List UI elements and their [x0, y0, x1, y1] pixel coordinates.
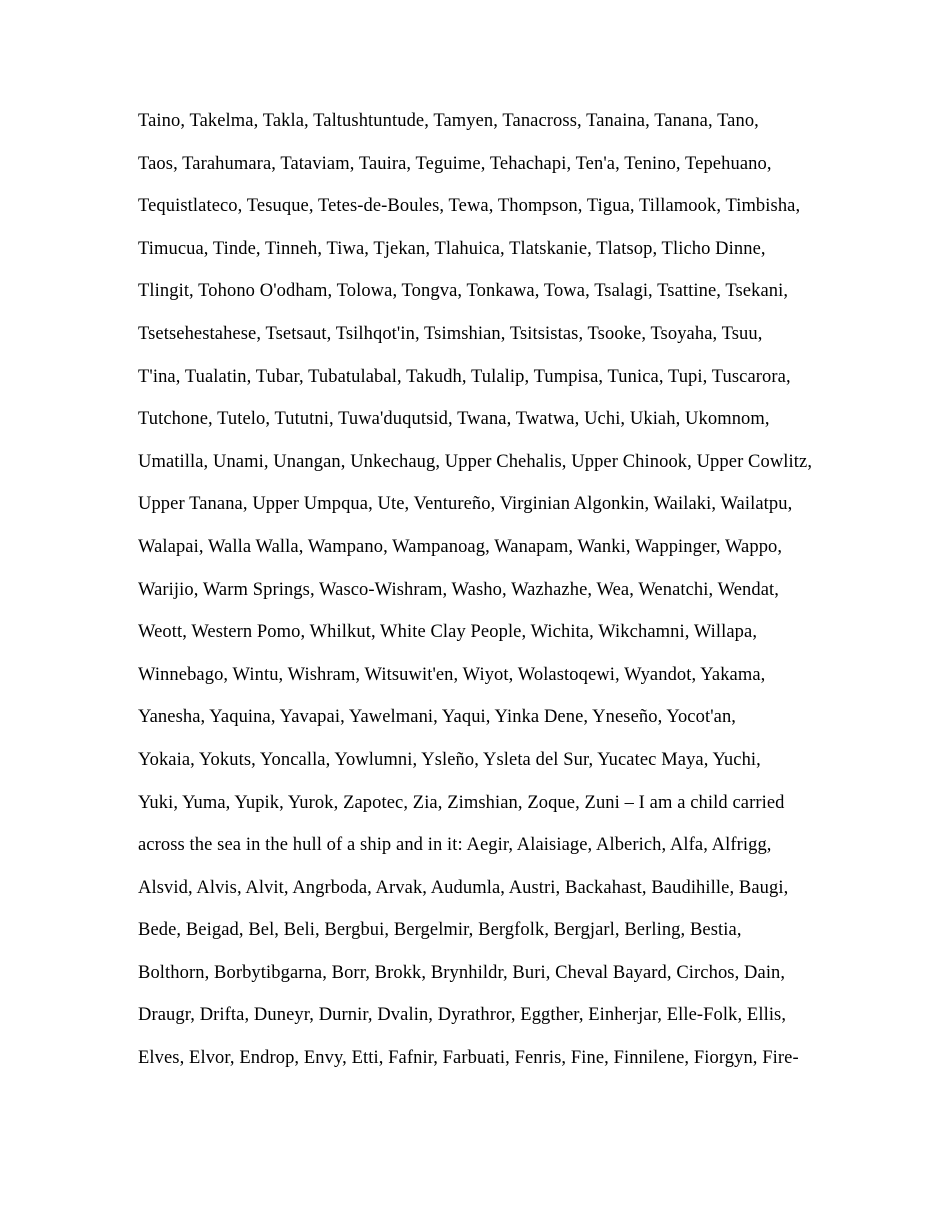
text-line: Warijio, Warm Springs, Wasco-Wishram, Washo, Wazhazhe, Wea, Wenatchi, Wendat, — [138, 579, 780, 600]
text-line: Weott, Western Pomo, Whilkut, White Clay People, Wichita, Wikchamni, Willapa, — [138, 622, 758, 643]
text-line: Timucua, Tinde, Tinneh, Tiwa, Tjekan, Tlahuica, Tlatskanie, Tlatsop, Tlicho Dinne, — [138, 238, 766, 259]
text-line: Tlingit, Tohono O'odham, Tolowa, Tongva, Tonkawa, Towa, Tsalagi, Tsattine, Tsekani, — [138, 281, 789, 302]
text-line: Yokaia, Yokuts, Yoncalla, Yowlumni, Ysleño, Ysleta del Sur, Yucatec Maya, Yuchi, — [138, 749, 761, 770]
text-line: Bede, Beigad, Bel, Beli, Bergbui, Bergelmir, Bergfolk, Bergjarl, Berling, Bestia, — [138, 920, 742, 941]
text-line: Walapai, Walla Walla, Wampano, Wampanoag, Wanapam, Wanki, Wappinger, Wappo, — [138, 536, 783, 557]
text-line: Yanesha, Yaquina, Yavapai, Yawelmani, Yaqui, Yinka Dene, Yneseño, Yocot'an, — [138, 707, 737, 728]
text-line: across the sea in the hull of a ship and in it: Aegir, Alaisiage, Alberich, Alfa, Alfrigg, — [138, 835, 772, 856]
text-line: Tequistlateco, Tesuque, Tetes-de-Boules, Tewa, Thompson, Tigua, Tillamook, Timbisha, — [138, 196, 801, 217]
text-line: Taos, Tarahumara, Tataviam, Tauira, Teguime, Tehachapi, Ten'a, Tenino, Tepehuano, — [138, 153, 772, 174]
text-line: Draugr, Drifta, Duneyr, Durnir, Dvalin, Dyrathror, Eggther, Einherjar, Elle-Folk, Ellis, — [138, 1005, 787, 1026]
text-line: Alsvid, Alvis, Alvit, Angrboda, Arvak, Audumla, Austri, Backahast, Baudihille, Baugi, — [138, 877, 789, 898]
text-line: Upper Tanana, Upper Umpqua, Ute, Ventureño, Virginian Algonkin, Wailaki, Wailatpu, — [138, 494, 793, 515]
text-line: Elves, Elvor, Endrop, Envy, Etti, Fafnir, Farbuati, Fenris, Fine, Finnilene, Fiorgyn, Fire- — [138, 1048, 799, 1069]
text-line: Winnebago, Wintu, Wishram, Witsuwit'en, Wiyot, Wolastoqewi, Wyandot, Yakama, — [138, 664, 766, 685]
text-line: Yuki, Yuma, Yupik, Yurok, Zapotec, Zia, Zimshian, Zoque, Zuni – I am a child carried — [138, 792, 785, 813]
text-line: Taino, Takelma, Takla, Taltushtuntude, Tamyen, Tanacross, Tanaina, Tanana, Tano, — [138, 111, 759, 131]
text-line: T'ina, Tualatin, Tubar, Tubatulabal, Takudh, Tulalip, Tumpisa, Tunica, Tupi, Tuscarora, — [138, 366, 791, 387]
text-line: Tutchone, Tutelo, Tututni, Tuwa'duqutsid, Twana, Twatwa, Uchi, Ukiah, Ukomnom, — [138, 409, 770, 430]
body-text-paragraph — [138, 100, 818, 1080]
text-line: Bolthorn, Borbytibgarna, Borr, Brokk, Brynhildr, Buri, Cheval Bayard, Circhos, Dain, — [138, 962, 786, 983]
text-line: Umatilla, Unami, Unangan, Unkechaug, Upper Chehalis, Upper Chinook, Upper Cowlitz, — [138, 451, 813, 472]
text-line: Tsetsehestahese, Tsetsaut, Tsilhqot'in, Tsimshian, Tsitsistas, Tsooke, Tsoyaha, Tsuu, — [138, 323, 763, 344]
